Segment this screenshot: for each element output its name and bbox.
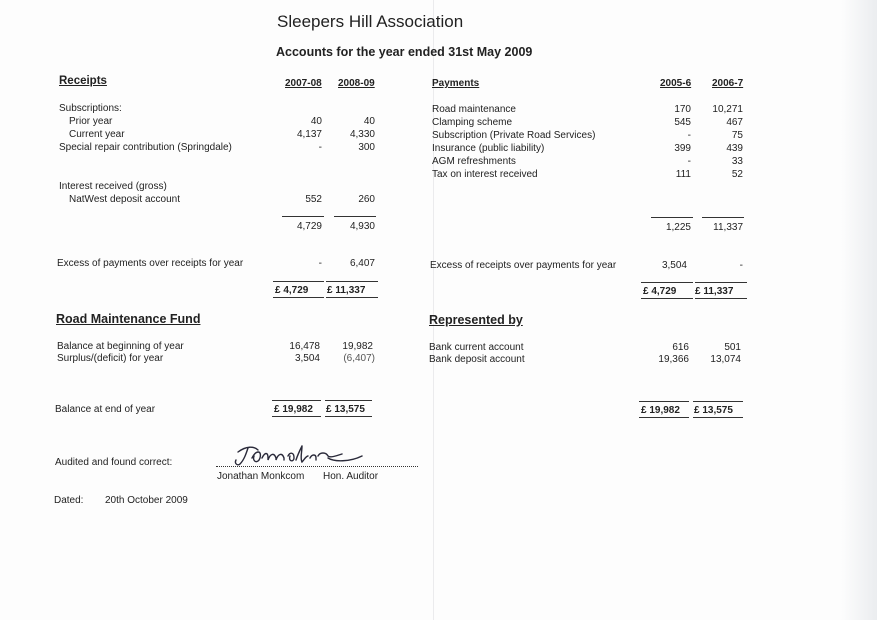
dated-value: 20th October 2009	[105, 495, 188, 506]
payments-total-rule-2	[695, 282, 747, 283]
fund-end-label: Balance at end of year	[55, 404, 156, 415]
payments-row-label: Clamping scheme	[432, 117, 513, 128]
payments-row-value-1: 170	[674, 104, 691, 115]
receipts-excess-label: Excess of payments over receipts for year	[57, 258, 244, 269]
payments-subtotal-1: 1,225	[665, 222, 691, 233]
document-subtitle: Accounts for the year ended 31st May 2009	[276, 45, 533, 59]
represented-total-underline-2	[693, 417, 743, 418]
represented-total-1: £ 19,982	[641, 405, 680, 416]
receipts-row-value-2: 300	[358, 142, 375, 153]
auditor-name: Jonathan Monkcom	[217, 471, 305, 482]
dated-label: Dated:	[54, 495, 84, 506]
payments-row-value-2: 439	[726, 143, 743, 154]
fund-end-underline-2	[325, 416, 372, 417]
page-edge-shadow	[841, 0, 877, 620]
document-title: Sleepers Hill Association	[277, 12, 464, 31]
represented-row-value-2: 501	[724, 342, 741, 353]
fund-end-rule-2	[325, 400, 372, 401]
payments-total-2: £ 11,337	[695, 286, 734, 297]
fund-end-underline-1	[272, 416, 321, 417]
represented-row-value-2: 13,074	[710, 354, 741, 365]
receipts-total-underline-1	[273, 297, 324, 298]
page-fold	[433, 0, 434, 620]
receipts-row-label: NatWest deposit account	[69, 194, 180, 205]
fund-end-2: £ 13,575	[326, 404, 365, 415]
receipts-row-label: Special repair contribution (Springdale)	[59, 142, 232, 153]
receipts-row-value-1: -	[318, 142, 322, 153]
receipts-row-value-1: 552	[305, 194, 322, 205]
fund-row-value-1: 16,478	[289, 341, 320, 352]
payments-row-value-2: 75	[731, 130, 743, 141]
payments-row-value-2: 52	[731, 169, 743, 180]
receipts-row-label: Current year	[69, 129, 125, 140]
fund-row-label: Surplus/(deficit) for year	[57, 353, 164, 364]
receipts-total-rule-1	[273, 281, 324, 282]
receipts-total-rule-2	[326, 281, 378, 282]
auditor-role: Hon. Auditor	[323, 471, 379, 482]
payments-row-value-2: 467	[726, 117, 743, 128]
receipts-row-value-2: 4,330	[349, 129, 375, 140]
fund-row-value-1: 3,504	[294, 353, 320, 364]
receipts-row-label: Prior year	[69, 116, 113, 127]
payments-col-2006-7: 2006-7	[712, 78, 744, 89]
receipts-row-value-2: 40	[363, 116, 375, 127]
fund-row-value-2: 19,982	[342, 341, 373, 352]
payments-total-underline-1	[641, 298, 693, 299]
represented-total-rule-2	[693, 401, 743, 402]
payments-row-label: AGM refreshments	[432, 156, 516, 167]
receipts-heading: Receipts	[59, 75, 107, 87]
receipts-row-value-1: 4,137	[296, 129, 322, 140]
payments-row-value-2: 10,271	[712, 104, 743, 115]
fund-end-1: £ 19,982	[274, 404, 313, 415]
receipts-subtotal-rule-2	[334, 216, 376, 217]
receipts-total-2: £ 11,337	[327, 285, 366, 296]
fund-heading: Road Maintenance Fund	[56, 312, 201, 326]
payments-row-label: Tax on interest received	[432, 169, 538, 180]
payments-row-value-2: 33	[731, 156, 743, 167]
payments-excess-1: 3,504	[661, 260, 687, 271]
receipts-excess-1: -	[318, 258, 322, 269]
fund-row-label: Balance at beginning of year	[57, 341, 184, 352]
represented-heading: Represented by	[429, 313, 523, 327]
receipts-total-underline-2	[326, 297, 378, 298]
payments-row-label: Subscription (Private Road Services)	[432, 130, 596, 141]
payments-row-label: Road maintenance	[432, 104, 516, 115]
fund-end-rule-1	[272, 400, 321, 401]
payments-subtotal-rule-2	[702, 217, 744, 218]
audit-label: Audited and found correct:	[55, 457, 173, 468]
receipts-subtotal-rule-1	[282, 216, 324, 217]
receipts-excess-2: 6,407	[349, 258, 375, 269]
represented-total-2: £ 13,575	[694, 405, 733, 416]
payments-row-value-1: 399	[674, 143, 691, 154]
payments-col-2005-6: 2005-6	[660, 78, 692, 89]
receipts-row-value-1: 40	[310, 116, 322, 127]
fund-row-value-2: (6,407)	[343, 353, 375, 364]
receipts-row-label: Subscriptions:	[59, 103, 122, 114]
represented-row-value-1: 616	[672, 342, 689, 353]
payments-subtotal-2: 11,337	[713, 222, 743, 233]
payments-row-value-1: -	[687, 156, 691, 167]
receipts-total-1: £ 4,729	[275, 285, 309, 296]
payments-heading: Payments	[432, 78, 480, 89]
signature-line	[216, 466, 418, 467]
payments-excess-label: Excess of receipts over payments for year	[430, 260, 617, 271]
represented-row-value-1: 19,366	[658, 354, 689, 365]
receipts-col-2008-09: 2008-09	[338, 78, 375, 89]
payments-row-value-1: 545	[674, 117, 691, 128]
receipts-row-value-2: 260	[358, 194, 375, 205]
payments-total-rule-1	[641, 282, 693, 283]
payments-total-underline-2	[695, 298, 747, 299]
receipts-row-label: Interest received (gross)	[59, 181, 167, 192]
payments-excess-2: -	[739, 260, 743, 271]
represented-row-label: Bank current account	[429, 342, 524, 353]
represented-total-underline-1	[639, 417, 689, 418]
represented-total-rule-1	[639, 401, 689, 402]
represented-row-label: Bank deposit account	[429, 354, 525, 365]
receipts-subtotal-1: 4,729	[296, 221, 322, 232]
payments-row-value-1: 111	[675, 169, 691, 180]
payments-row-label: Insurance (public liability)	[432, 143, 545, 154]
payments-total-1: £ 4,729	[643, 286, 677, 297]
receipts-subtotal-2: 4,930	[349, 221, 375, 232]
payments-subtotal-rule-1	[651, 217, 693, 218]
receipts-col-2007-08: 2007-08	[285, 78, 322, 89]
payments-row-value-1: -	[687, 130, 691, 141]
